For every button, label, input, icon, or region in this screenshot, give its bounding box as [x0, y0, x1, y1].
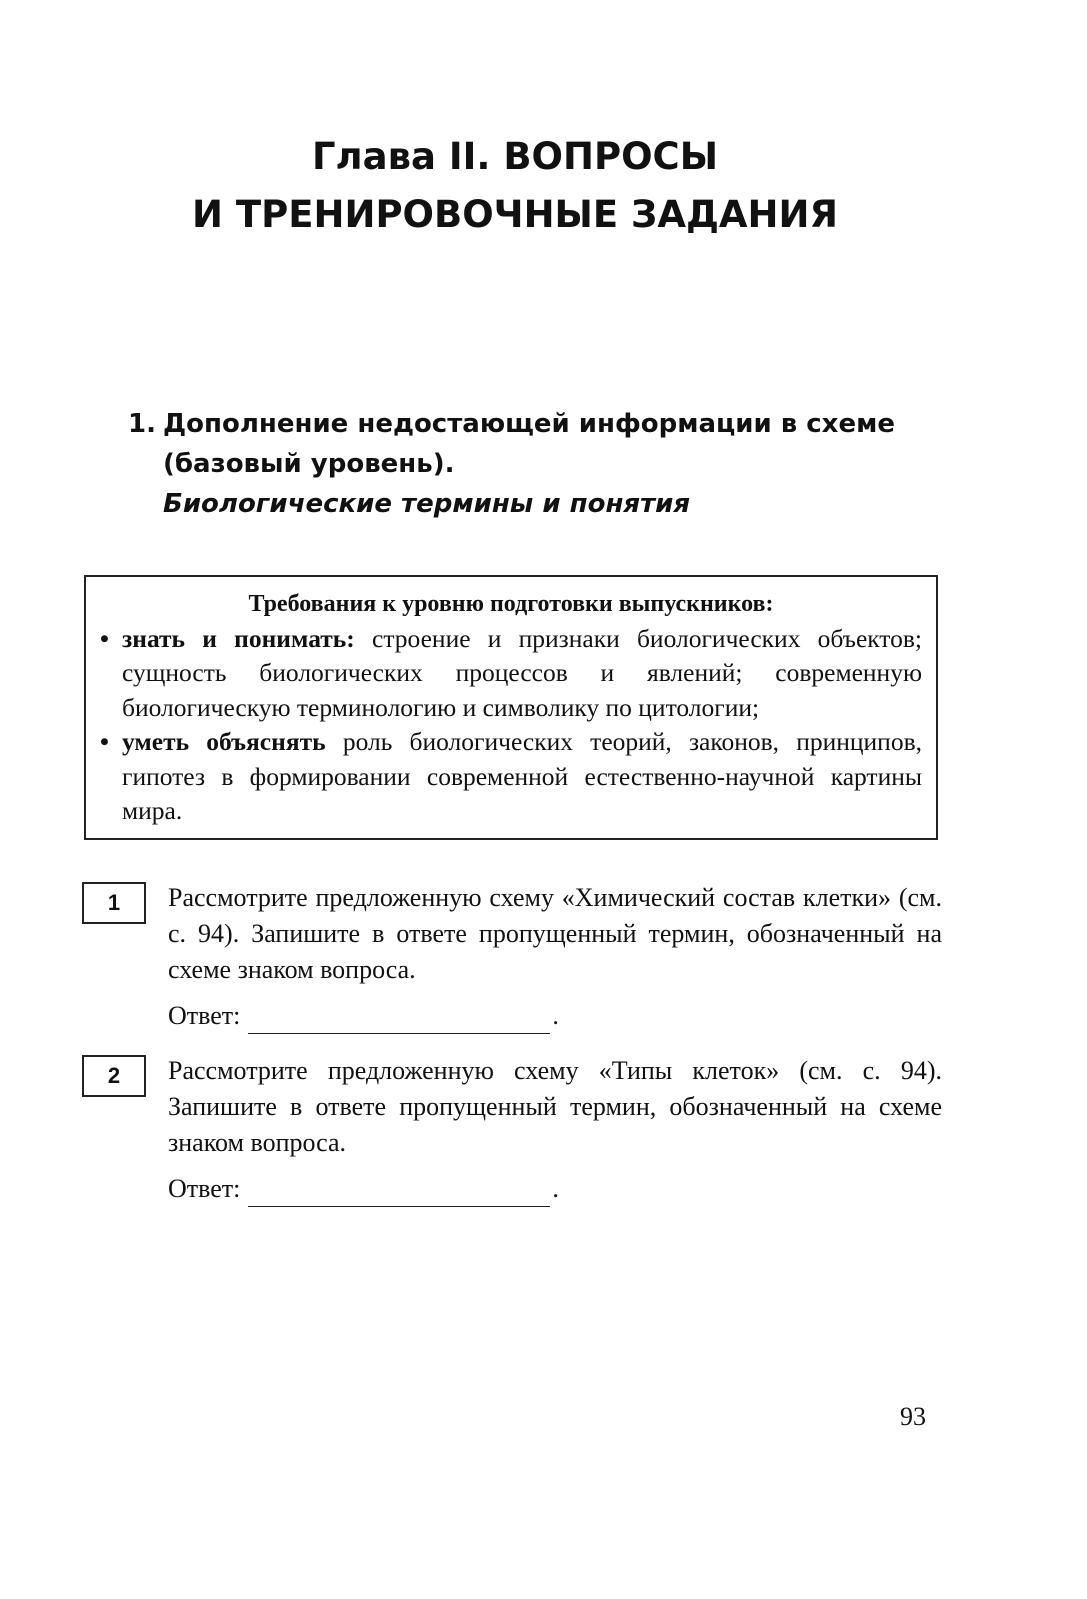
requirement-item-know	[100, 622, 922, 726]
requirement-lead: уметь объяснять	[122, 727, 326, 756]
task-2	[82, 1053, 942, 1207]
answer-label: Ответ:	[168, 1001, 241, 1030]
section-heading	[128, 404, 958, 524]
section-subtitle: Биологические термины и понятия	[163, 489, 691, 519]
chapter-title-line-2: И ТРЕНИРОВОЧНЫЕ ЗАДАНИЯ	[192, 193, 838, 236]
answer-blank[interactable]	[248, 1007, 550, 1034]
requirements-title: Требования к уровню подготовки выпускников:	[248, 591, 774, 617]
requirements-list	[100, 622, 922, 829]
section-title-line-1: Дополнение недостающей информации в схеме	[163, 409, 895, 439]
section-number: 1.	[128, 409, 156, 439]
answer-blank[interactable]	[248, 1180, 550, 1207]
requirement-lead: знать и понимать:	[122, 623, 355, 653]
task-text: Рассмотрите предложенную схему «Химический состав клетки» (см. с. 94). Запишите в ответе пропущенный термин, обозначенный на схеме знаком вопроса.	[168, 883, 942, 984]
bullet-icon: •	[100, 623, 109, 653]
requirement-text: строение и признаки биологических объектов; сущность биологических процессов и явлений; современную биологическую терминологию и символику по цитологии;	[122, 623, 922, 722]
task-text: Рассмотрите предложенную схему «Типы клеток» (см. с. 94). Запишите в ответе пропущенный термин, обозначенный на схеме знаком вопроса.	[168, 1056, 942, 1157]
task-number-box: 1	[82, 882, 146, 924]
requirement-item-explain	[100, 725, 922, 829]
task-number-box: 2	[82, 1055, 146, 1097]
task-1	[82, 880, 942, 1034]
answer-label: Ответ:	[168, 1174, 241, 1203]
requirements-box	[84, 575, 938, 840]
answer-period: .	[552, 1001, 559, 1030]
answer-line	[168, 998, 942, 1034]
answer-line	[168, 1171, 942, 1207]
chapter-title-line-1: Глава II. ВОПРОСЫ	[311, 135, 719, 178]
page-number: 93	[900, 1402, 926, 1431]
answer-period: .	[552, 1174, 559, 1203]
section-title-line-2: (базовый уровень).	[163, 449, 455, 479]
chapter-title	[0, 128, 1030, 244]
requirement-text: роль биологических теорий, законов, принципов, гипотез в формировании современной естественно-научной картины мира.	[122, 727, 922, 825]
bullet-icon: •	[100, 727, 109, 756]
